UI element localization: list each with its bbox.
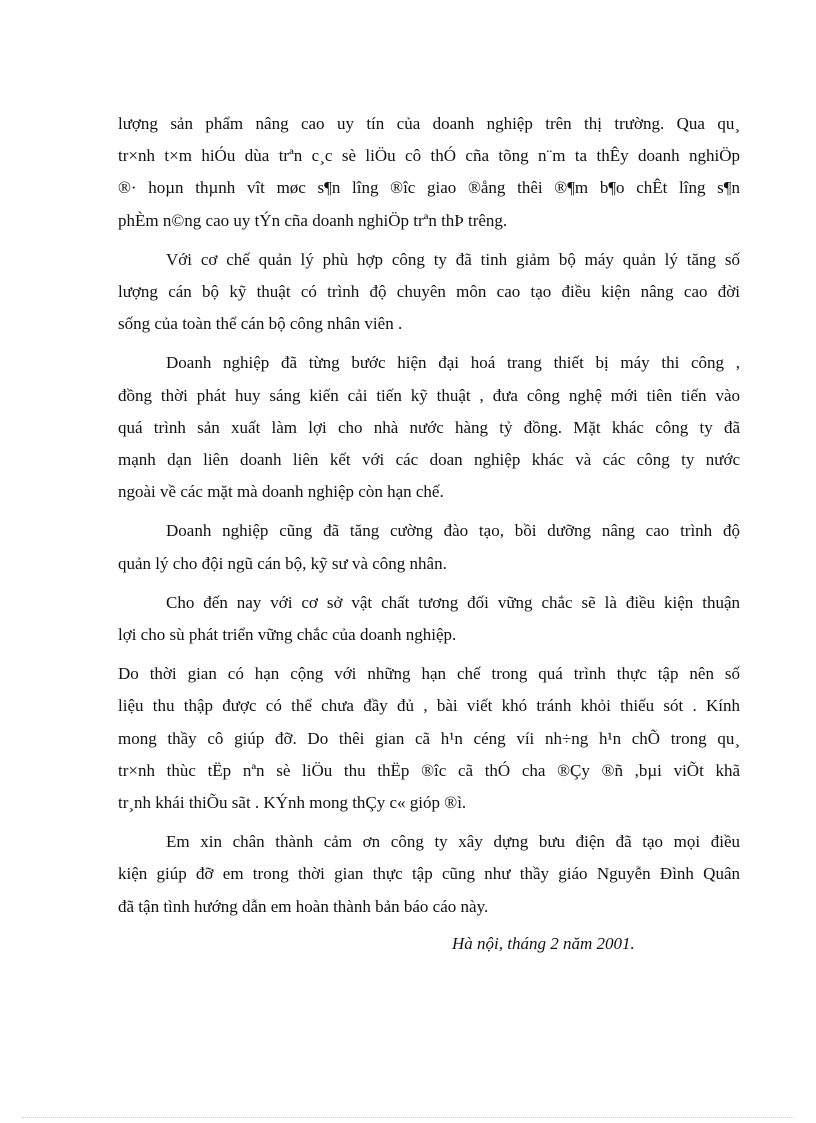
- text-line: Em xin chân thành cảm ơn công ty xây dựng bưu điện đã tạo mọi điều: [166, 832, 740, 852]
- text-line: quản lý cho đội ngũ cán bộ, kỹ sư và công nhân.: [118, 553, 447, 573]
- text-line: liệu thu thập được có thể chưa đầy đủ , bài viết khó tránh khỏi thiếu sót . Kính: [118, 696, 740, 716]
- text-line: lượng sản phẩm nâng cao uy tín của doanh nghiệp trên thị trường. Qua qu¸: [118, 114, 740, 133]
- paragraph: [118, 826, 740, 923]
- text-line: mong thầy cô giúp đỡ. Do thêi gian cã h¹n céng víi nh÷ng h¹n chÕ trong qu¸: [118, 728, 740, 748]
- text-line: đồng thời phát huy sáng kiến cải tiến kỹ thuật , đưa công nghệ mới tiên tiến vào: [118, 385, 740, 405]
- text-line: lượng cán bộ kỹ thuật có trình độ chuyên môn cao tạo điều kiện nâng cao đời: [118, 282, 740, 302]
- text-line: ngoài về các mặt mà doanh nghiệp còn hạn chế.: [118, 482, 444, 502]
- signoff-date: Hà nội, tháng 2 năm 2001.: [452, 934, 635, 953]
- paragraph: [118, 587, 740, 651]
- text-line: tr×nh thùc tËp nªn sè liÖu thu thËp ®îc cã thÓ cha ®Çy ®ñ ,bµi viÕt khã: [118, 760, 740, 780]
- text-line: đã tận tình hướng dẫn em hoàn thành bản báo cáo này.: [118, 896, 489, 916]
- paragraph: [118, 347, 740, 508]
- text-line: mạnh dạn liên doanh liên kết với các doan nghiệp khác và các công ty nước: [118, 450, 740, 470]
- text-line: phÈm n©ng cao uy tÝn cña doanh nghiÖp trªn thÞ trêng.: [118, 210, 508, 230]
- text-line: tr×nh t×m hiÓu dùa trªn c¸c sè liÖu cô thÓ cña tõng n¨m ta thÊy doanh nghiÖp: [118, 146, 740, 166]
- paragraph: [118, 515, 740, 579]
- text-line: Doanh nghiệp cũng đã tăng cường đào tạo, bồi dưỡng nâng cao trình độ: [166, 521, 740, 541]
- text-line: tr¸nh khái thiÕu sãt . KÝnh mong thÇy c« gióp ®ì.: [118, 793, 467, 813]
- text-line: quá trình sản xuất làm lợi cho nhà nước hàng tỷ đồng. Mặt khác công ty đã: [118, 417, 740, 437]
- text-line: Cho đến nay với cơ sở vật chất tương đối vững chắc sẽ là điều kiện thuận: [166, 592, 740, 612]
- paragraph: [118, 244, 740, 341]
- document-body: [118, 108, 740, 930]
- text-line: Do thời gian có hạn cộng với những hạn chế trong quá trình thực tập nên số: [118, 664, 740, 684]
- text-line: kiện giúp đỡ em trong thời gian thực tập cũng như thầy giáo Nguyễn Đình Quân: [118, 864, 740, 884]
- text-line: ®· hoµn thµnh vît møc s¶n lîng ®îc giao ®ång thêi ®¶m b¶o chÊt lîng s¶n: [118, 178, 740, 198]
- text-line: Doanh nghiệp đã từng bước hiện đại hoá trang thiết bị máy thi công ,: [166, 353, 740, 373]
- paragraph: [118, 658, 740, 819]
- text-line: lợi cho sù phát triển vững chắc của doanh nghiệp.: [118, 625, 457, 645]
- page-bottom-divider: [22, 1117, 794, 1118]
- text-line: Với cơ chế quản lý phù hợp công ty đã tinh giảm bộ máy quản lý tăng số: [166, 249, 740, 269]
- paragraph: [118, 108, 740, 237]
- text-line: sống của toàn thể cán bộ công nhân viên .: [118, 314, 403, 334]
